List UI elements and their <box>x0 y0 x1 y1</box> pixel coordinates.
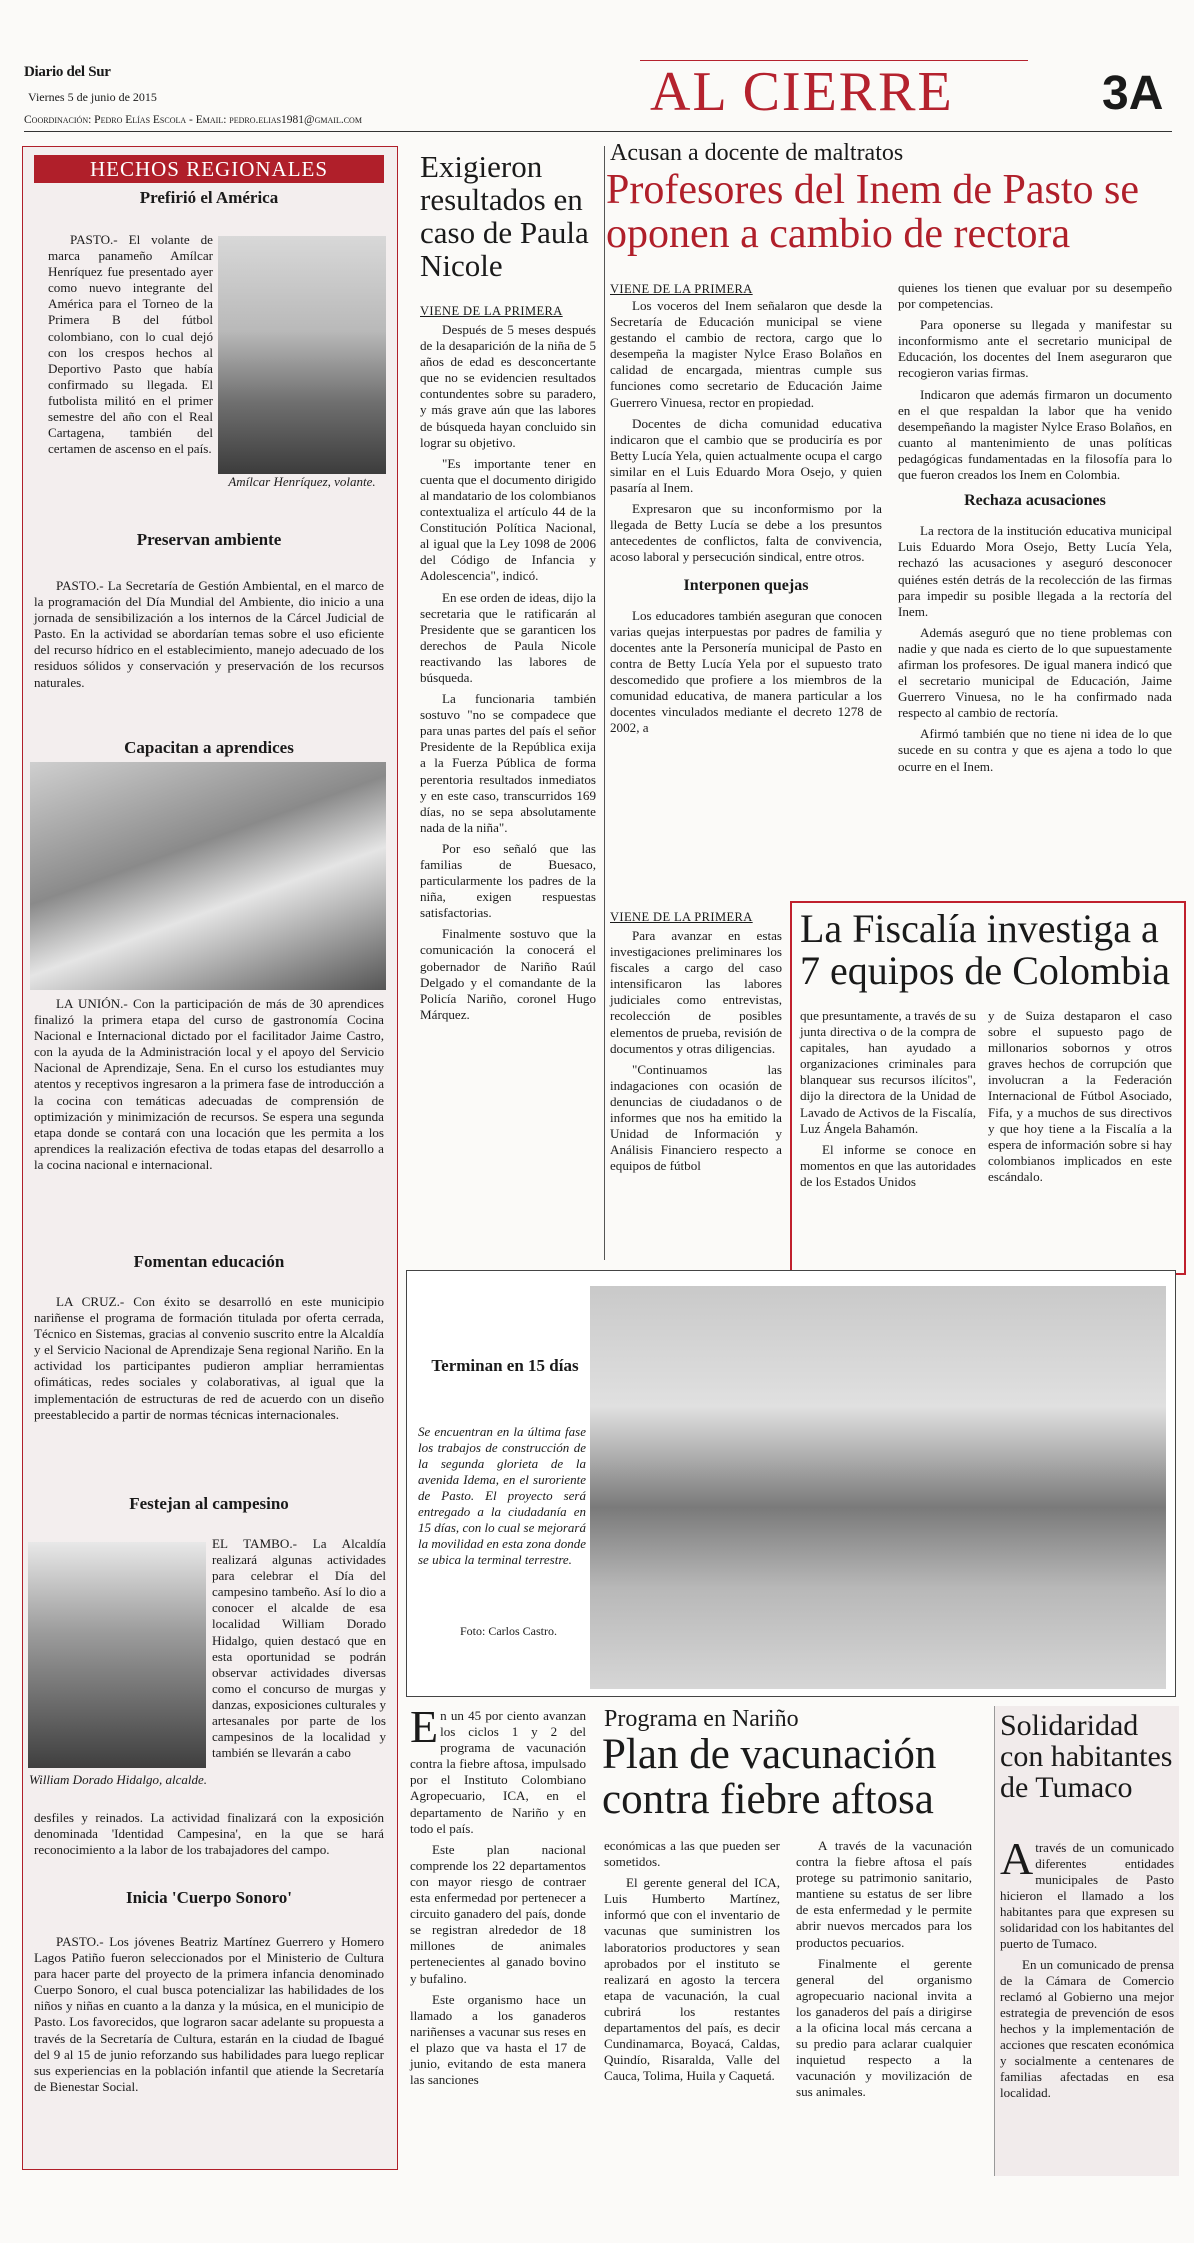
headline-paula-nicole: Exigieron resultados en caso de Paula Nicole <box>420 149 589 283</box>
story-paula-nicole: Después de 5 meses después de la desaparición de la niña de 5 años de edad es desconcertante que no se evidencien resultados contundentes sobre su paradero, y más grave aún que las labores de búsqueda hayan concluido sin lograr su objetivo. "Es importante tener en cuenta que el documento dirigido al mandatario de los colombianos contextualiza el artículo 44 de la Constitución Política Nacional, al igual que la Ley 1098 de 2006 del Código de Infancia y Adolescencia", indicó. En ese orden de ideas, dijo la secretaria que le ratificarán al Presidente que se garanticen los derechos de Paula Nicole reactivando las labores de búsqueda. La funcionaria también sostuvo "no se compadece que para unas partes del país el señor Presidente de la República exija a la Fuerza Pública de forma perentoria resultados inmediatos y en este caso, transcurridos 169 días, no se sepa absolutamente nada de la niña". Por eso señaló que las familias de Buesaco, particularmente los padres de la niña, exigen respuestas satisfactorias. Finalmente sostuvo que la comunicación la conocerá el gobernador de Nariño Raúl Delgado y el comandante de la Policía Nariño, coronel Hugo Márquez. <box>420 322 596 1022</box>
column-divider <box>604 146 605 1260</box>
story-fiscalia-pre: Para avanzar en estas investigaciones preliminares los fiscales a cargo del caso intensificaron las labores judiciales como entrevistas, recolección de posibles elementos de prueba, revisión de documentos y otras diligencias. "Continuamos las indagaciones con ocasión de denuncias de ciudadanos o de informes que nos ha emitido la Unidad de Información y Análisis Financiero respecto a equipos de fútbol <box>610 928 782 1174</box>
story-inem-col2: quienes los tienen que evaluar por su desempeño por competencias. Para oponerse su llegada y manifestar su inconformismo ante el secretario municipal de Educación, los docentes del Inem aseguraron que recogieron varias firmas. Indicaron que además firmaron un documento en el que respaldan la labor que ha venido desempeñando la magister Nylce Eraso Bolaños, en cuanto al mantenimiento de unas políticas pedagógicas fundamentadas en la filosofía para lo que fueron creados los Inem en Colombia. Rechaza acusaciones La rectora de la institución educativa municipal Luis Eduardo Mora Osejo, Betty Lucía Yela, rechazó las acusaciones y aseguró desconocer quiénes estén detrás de la recolección de las firmas para impedir su posible llegada a la rectoría del Inem. Además aseguró que no tiene problemas con nadie y que nada es cierto de lo que supuestamente afirman los profesores. De igual manera indicó que el secretario municipal de Educación, Jaime Guerrero Vinuesa, no le ha confirmado nada respecto al cambio de rectoría. Afirmó también que no tiene ni idea de lo que sucede en su contra y que es ajena a todo lo que ocurre en el Inem. <box>898 280 1172 774</box>
headline-preservan: Preservan ambiente <box>136 530 282 549</box>
story-festejan-end: desfiles y reinados. La actividad finalizará con la exposición denominada 'Identidad Campesina', en la que se hará reconocimiento a la labor de los trabajadores del campo. <box>34 1810 384 1858</box>
headline-fiscalia: La Fiscalía investiga a 7 equipos de Colombia <box>800 906 1170 993</box>
headline-vacuna: Plan de vacunación contra fiebre aftosa <box>602 1731 937 1823</box>
story-cuerpo-sonoro: PASTO.- Los jóvenes Beatriz Martínez Guerrero y Homero Lagos Patiño fueron seleccionados por el Ministerio de Cultura para hacer parte del proyecto de la primera infancia denominado Cuerpo Sonoro, el cual busca potencializar las habilidades de los niños y niñas en cuanto a la danza y la música, en el municipio de Pasto. Los favorecidos, que lograron sacar adelante su propuesta a través de la Secretaría de Cultura, estarán en la ciudad de Ibagué del 9 al 15 de junio reforzando sus habilidades para luego replicar sus experiencias en la población infantil que atiende la Secretaría de Bienestar Social. <box>34 1934 384 2094</box>
headline-inem: Profesores del Inem de Pasto se oponen a cambio de rectora <box>606 167 1140 257</box>
page-number: 3A <box>1102 67 1164 120</box>
story-festejan-col: EL TAMBO.- La Alcaldía realizará algunas actividades para celebrar el Día del campesino tambeño. Así lo dio a conocer el alcalde de esa localidad William Dorado Hidalgo, quien destacó que en esta oportunidad se podrán observar actividades diversas como el concurso de murgas y danzas, exposiciones culturales y artesanales por parte de los campesinos de la localidad y también se llevarán a cabo <box>212 1536 386 1761</box>
caption-glorieta: Se encuentran en la última fase los trabajos de construcción de la segunda glorieta de la avenida Idema, en el suroriente de Pasto. El proyecto será entregado a la ciudadanía en 15 días, con lo cual se mejorará la movilidad en esta zona donde se ubica la terminal terrestre. <box>418 1424 586 1567</box>
photo-william-dorado <box>28 1542 206 1768</box>
story-tumaco: Através de un comunicado diferentes entidades municipales de Pasto hicieron el llamado a los habitantes para que expresen su solidaridad con los habitantes del puerto de Tumaco. En un comunicado de prensa de la Cámara de Comercio reclamó al Gobierno una mejor estrategia de prevención de esos hechos y la implementación de acciones que rescaten económica y socialmente a centenares de familias afectadas en esa localidad. <box>1000 1833 1174 2100</box>
header-rule <box>24 131 1172 132</box>
viene-label-fiscalia: VIENE DE LA PRIMERA <box>610 910 753 924</box>
photo-credit: Foto: Carlos Castro. <box>460 1624 558 1638</box>
story-fiscalia-col1: que presuntamente, a través de su junta directiva o de la compra de capitales, han ayudado a organizaciones criminales para blanquear sus recursos ilícitos", dijo la directora de la Unidad de Lavado de Activos de la Fiscalía, Luz Ángela Bahamón. El informe se conoce en momentos en que las autoridades de los Estados Unidos <box>800 1008 976 1189</box>
headline-fomentan: Fomentan educación <box>133 1252 285 1271</box>
story-america: PASTO.- El volante de marca panameño Amílcar Henríquez fue presentado ayer como nuevo integrante del América para el Torneo de la Primera B del fútbol colombiano, con lo cual dejó con los crespos hechos al Deportivo Pasto que había confirmado su llegada. El futbolista militó en el primer semestre del año con el Real Cartagena, también del certamen de ascenso en el país. <box>48 232 213 457</box>
headline-festejan: Festejan al campesino <box>129 1494 289 1513</box>
photo-amilcar-henriquez <box>218 236 386 474</box>
photo-roundabout-fountain <box>590 1286 1166 1689</box>
story-preservan: PASTO.- La Secretaría de Gestión Ambiental, en el marco de la programación del Día Mundial del Ambiente, dio inicio a una jornada de sensibilización a los internos de la Cárcel Judicial de Pasto. En la actividad se abordarían temas sobre el uso eficiente del recurso hídrico en el establecimiento, manejo adecuado de los residuos sólidos y conservación y preservación de los recursos naturales. <box>34 578 384 690</box>
caption-amilcar: Amílcar Henríquez, volante. <box>228 474 376 489</box>
kicker-inem: Acusan a docente de maltratos <box>610 140 904 166</box>
masthead-logo: Diario del Sur <box>24 64 111 80</box>
story-vacuna-col3: A través de la vacunación contra la fiebre aftosa el país protege su patrimonio sanitario, mantiene su estatus de ser libre de esta enfermedad y le permite abrir nuevos mercados para los productos pecuarios. Finalmente el gerente general del organismo agropecuario nacional invita a los ganaderos del país a dirigirse a la oficina local más cercana a su predio para aclarar cualquier inquietud respecto a la vacunación y movilización de sus animales. <box>796 1838 972 2100</box>
viene-label-inem: VIENE DE LA PRIMERA <box>610 282 753 296</box>
headline-cuerpo-sonoro: Inicia 'Cuerpo Sonoro' <box>126 1888 292 1907</box>
headline-tumaco: Solidaridad con habitantes de Tumaco <box>1000 1709 1173 1804</box>
caption-william: William Dorado Hidalgo, alcalde. <box>28 1772 208 1787</box>
section-title: AL CIERRE <box>650 61 954 123</box>
viene-label-paula: VIENE DE LA PRIMERA <box>420 304 563 318</box>
headline-capacitan: Capacitan a aprendices <box>124 738 294 757</box>
headline-america: Prefirió el América <box>139 188 279 207</box>
kicker-vacuna: Programa en Nariño <box>604 1706 799 1732</box>
story-fomentan: LA CRUZ.- Con éxito se desarrolló en este municipio nariñense el programa de formación titulada por oferta cerrada, Técnico en Sistemas, gracias al convenio suscrito entre la Alcaldía y el Servicio Nacional de Aprendizaje Sena regional Nariño. En la actividad los participantes pudieron ampliar herramientas ofimáticas, redes sociales y colaborativas, al igual que la implementación de estructuras de red de acuerdo con un diseño preestablecido a partir de normas técnicas internacionales. <box>34 1294 384 1422</box>
coordination-line: Coordinación: Pedro Elías Escola - Email: pedro.elias1981@gmail.com <box>24 114 362 126</box>
story-vacuna-col2: económicas a las que pueden ser sometidos. El gerente general del ICA, Luis Humberto Martínez, informó que con el inventario de vacunas que suministren los laboratorios productores y sean aprobados por el instituto se realizará en agosto la tercera etapa de vacunación, la cual cubrirá los restantes departamentos del país, es decir Cundinamarca, Boyacá, Caldas, Quindío, Risaralda, Valle del Cauca, Tolima, Huila y Caquetá. <box>604 1838 780 2084</box>
issue-date: Viernes 5 de junio de 2015 <box>28 90 157 104</box>
headline-terminan: Terminan en 15 días <box>431 1356 579 1375</box>
hechos-regionales-banner: HECHOS REGIONALES <box>34 155 384 183</box>
story-inem-col1: Los voceros del Inem señalaron que desde la Secretaría de Educación municipal se viene gestando el cambio de rectora, cargo que lo desempeña la magister Nylce Eraso Bolaños en calidad de encargada, mientras cumple sus funciones como secretario de Educación Jaime Guerrero Vinuesa, rector en propiedad. Docentes de dicha comunidad educativa indicaron que el cambio que se produciría es por Betty Lucía Yela, quien actualmente ocupa el cargo similar en el Luis Eduardo Mora Osejo, y quien pasaría al Inem. Expresaron que su inconformismo por la llegada de Betty Lucía se debe a los presuntos antecedentes de conflictos, falta de convivencia, acoso laboral y persecución sindical, entre otros. Interponen quejas Los educadores también aseguran que conocen varias quejas interpuestas por padres de familia y docentes ante la Personería municipal de Pasto en contra de Betty Lucía Yela por el supuesto trato descomedido que profiere a los miembros de la comunidad educativa, de manera particular a los docentes vinculados mediante el decreto 1278 de 2002, a <box>610 298 882 736</box>
story-capacitan: LA UNIÓN.- Con la participación de más de 30 aprendices finalizó la primera etapa del curso de gastronomía Cocina Nacional e Internacional dictado por el facilitador Jaime Castro, con la ayuda de la Administración local y el apoyo del Servicio Nacional de Aprendizaje, Sena. En el curso los estudiantes muy atentos y receptivos ingresaron a la primera fase de introducción a la cocina con temáticas adecuadas de comprensión de optimización y minimización de recursos. Se espera una segunda etapa donde se contará con una locación que les permita a los aprendices la realización efectiva de todas etapas del desarrollo a la cocina nacional e internacional. <box>34 996 384 1172</box>
story-fiscalia-col2: y de Suiza destaparon el caso sobre el supuesto pago de millonarios sobornos y otros graves hechos de corrupción que involucran a la Federación Internacional de Fútbol Asociado, Fifa, y a muchos de sus directivos y que hoy tiene a la Fiscalía a la espera de información sobre si hay colombianos implicados en este escándalo. <box>988 1008 1172 1184</box>
story-vacuna-col1: En un 45 por ciento avanzan los ciclos 1 y 2 del programa de vacunación contra la fiebre aftosa, impulsado por el Instituto Colombiano Agropecuario, ICA, en el departamento de Nariño y en todo el país. Este plan nacional comprende los 22 departamentos con mayor riesgo de contraer esta enfermedad por pertenecer a circuito ganadero del país, donde se registran alrededor de 18 millones de animales pertenecientes al ganado bovino y bufalino. Este organismo hace un llamado a los ganaderos nariñenses a vacunar sus reses en el plazo que va hasta el 17 de junio, evitando de esta manera las sanciones <box>410 1701 586 2088</box>
photo-cooking-class <box>30 762 386 990</box>
